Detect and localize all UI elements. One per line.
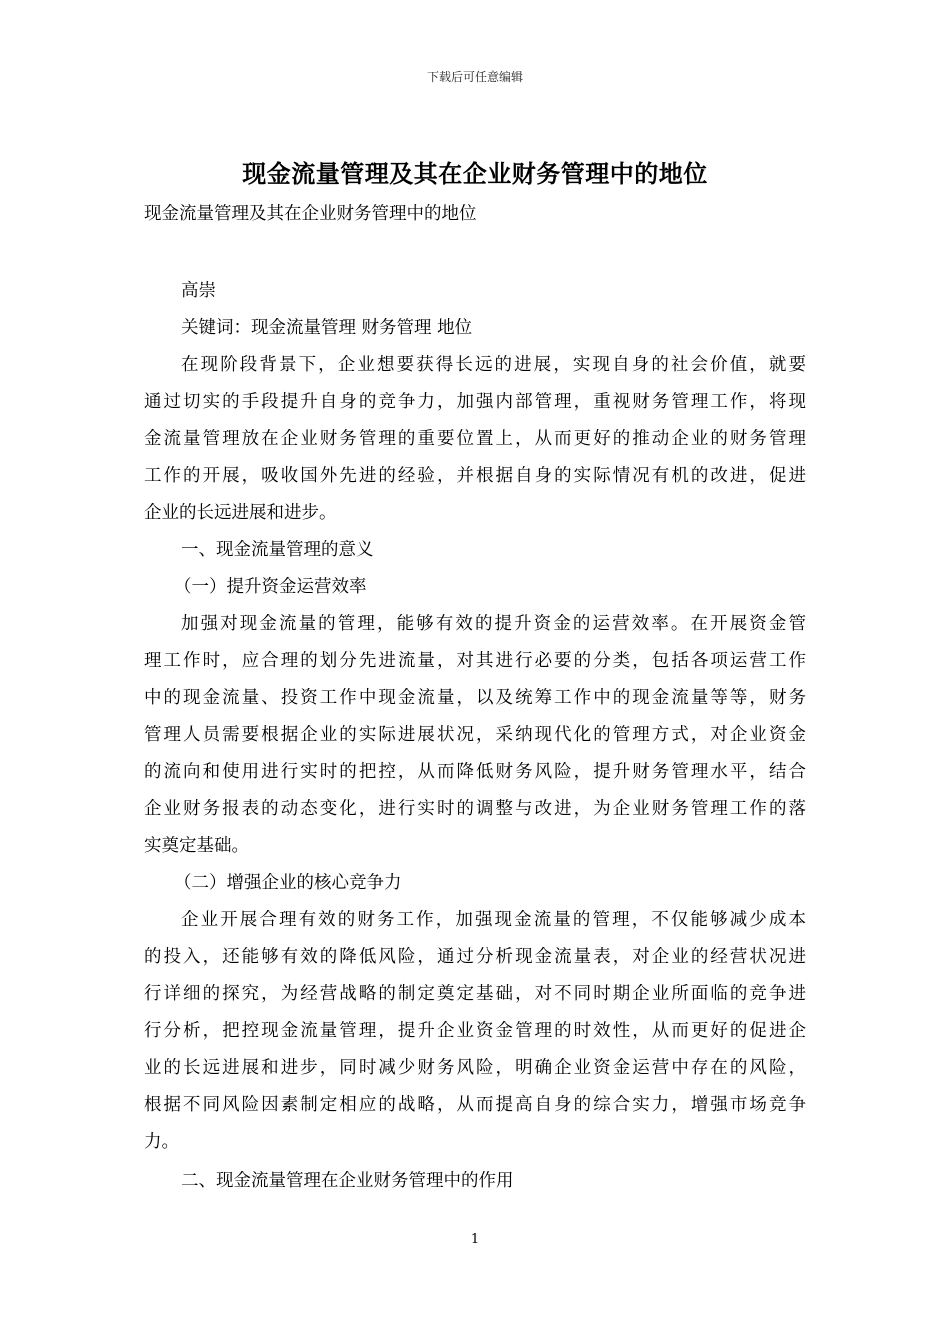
section-heading: 一、现金流量管理的意义 — [181, 540, 374, 560]
author-name: 高崇 — [181, 281, 216, 301]
document-title: 现金流量管理及其在企业财务管理中的地位 — [242, 159, 708, 188]
paragraph-line: 通过切实的手段提升自身的竞争力，加强内部管理，重视财务管理工作，将现 — [144, 392, 806, 412]
keywords: 关键词：现金流量管理 财务管理 地位 — [181, 318, 473, 338]
subtitle: 现金流量管理及其在企业财务管理中的地位 — [144, 204, 477, 224]
paragraph-line: 工作的开展，吸收国外先进的经验，并根据自身的实际情况有机的改进，促进 — [144, 466, 806, 486]
paragraph-line: 力。 — [144, 1132, 179, 1152]
paragraph-line: 业的长远进展和进步，同时减少财务风险，明确企业资金运营中存在的风险， — [144, 1058, 806, 1078]
paragraph-line: 理工作时，应合理的划分先进流量，对其进行必要的分类，包括各项运营工作 — [144, 651, 806, 671]
subsection-1-paragraph — [144, 606, 806, 865]
paragraph-line: 加强对现金流量的管理，能够有效的提升资金的运营效率。在开展资金管 — [181, 614, 806, 634]
paragraph-line: 中的现金流量、投资工作中现金流量，以及统筹工作中的现金流量等等，财务 — [144, 688, 806, 708]
subsection-2-paragraph — [144, 902, 806, 1161]
paragraph-line: 企业的长远进展和进步。 — [144, 503, 337, 523]
paragraph-line: 根据不同风险因素制定相应的战略，从而提高自身的综合实力，增强市场竞争 — [144, 1095, 806, 1115]
section-heading: 二、现金流量管理在企业财务管理中的作用 — [181, 1171, 514, 1191]
paragraph-line: 金流量管理放在企业财务管理的重要位置上，从而更好的推动企业的财务管理 — [144, 429, 806, 449]
page-header-note: 下载后可任意编辑 — [426, 70, 523, 84]
paragraph-line: 的流向和使用进行实时的把控，从而降低财务风险，提升财务管理水平，结合 — [144, 762, 806, 782]
intro-paragraph — [144, 347, 806, 532]
paragraph-line: 实奠定基础。 — [144, 836, 249, 856]
subsection-heading: （一）提升资金运营效率 — [174, 577, 367, 597]
page-number: 1 — [470, 1232, 480, 1247]
paragraph-line: 管理人员需要根据企业的实际进展状况，采纳现代化的管理方式，对企业资金 — [144, 725, 806, 745]
paragraph-line: 行详细的探究，为经营战略的制定奠定基础，对不同时期企业所面临的竞争进 — [144, 984, 806, 1004]
subsection-heading: （二）增强企业的核心竞争力 — [174, 873, 402, 893]
document-body — [144, 196, 806, 1200]
paragraph-line: 行分析，把控现金流量管理，提升企业资金管理的时效性，从而更好的促进企 — [144, 1021, 806, 1041]
paragraph-line: 的投入，还能够有效的降低风险，通过分析现金流量表，对企业的经营状况进 — [144, 947, 806, 967]
paragraph-line: 在现阶段背景下，企业想要获得长远的进展，实现自身的社会价值，就要 — [181, 355, 806, 375]
paragraph-line: 企业开展合理有效的财务工作，加强现金流量的管理，不仅能够减少成本 — [181, 910, 806, 930]
paragraph-line: 企业财务报表的动态变化，进行实时的调整与改进，为企业财务管理工作的落 — [144, 799, 806, 819]
